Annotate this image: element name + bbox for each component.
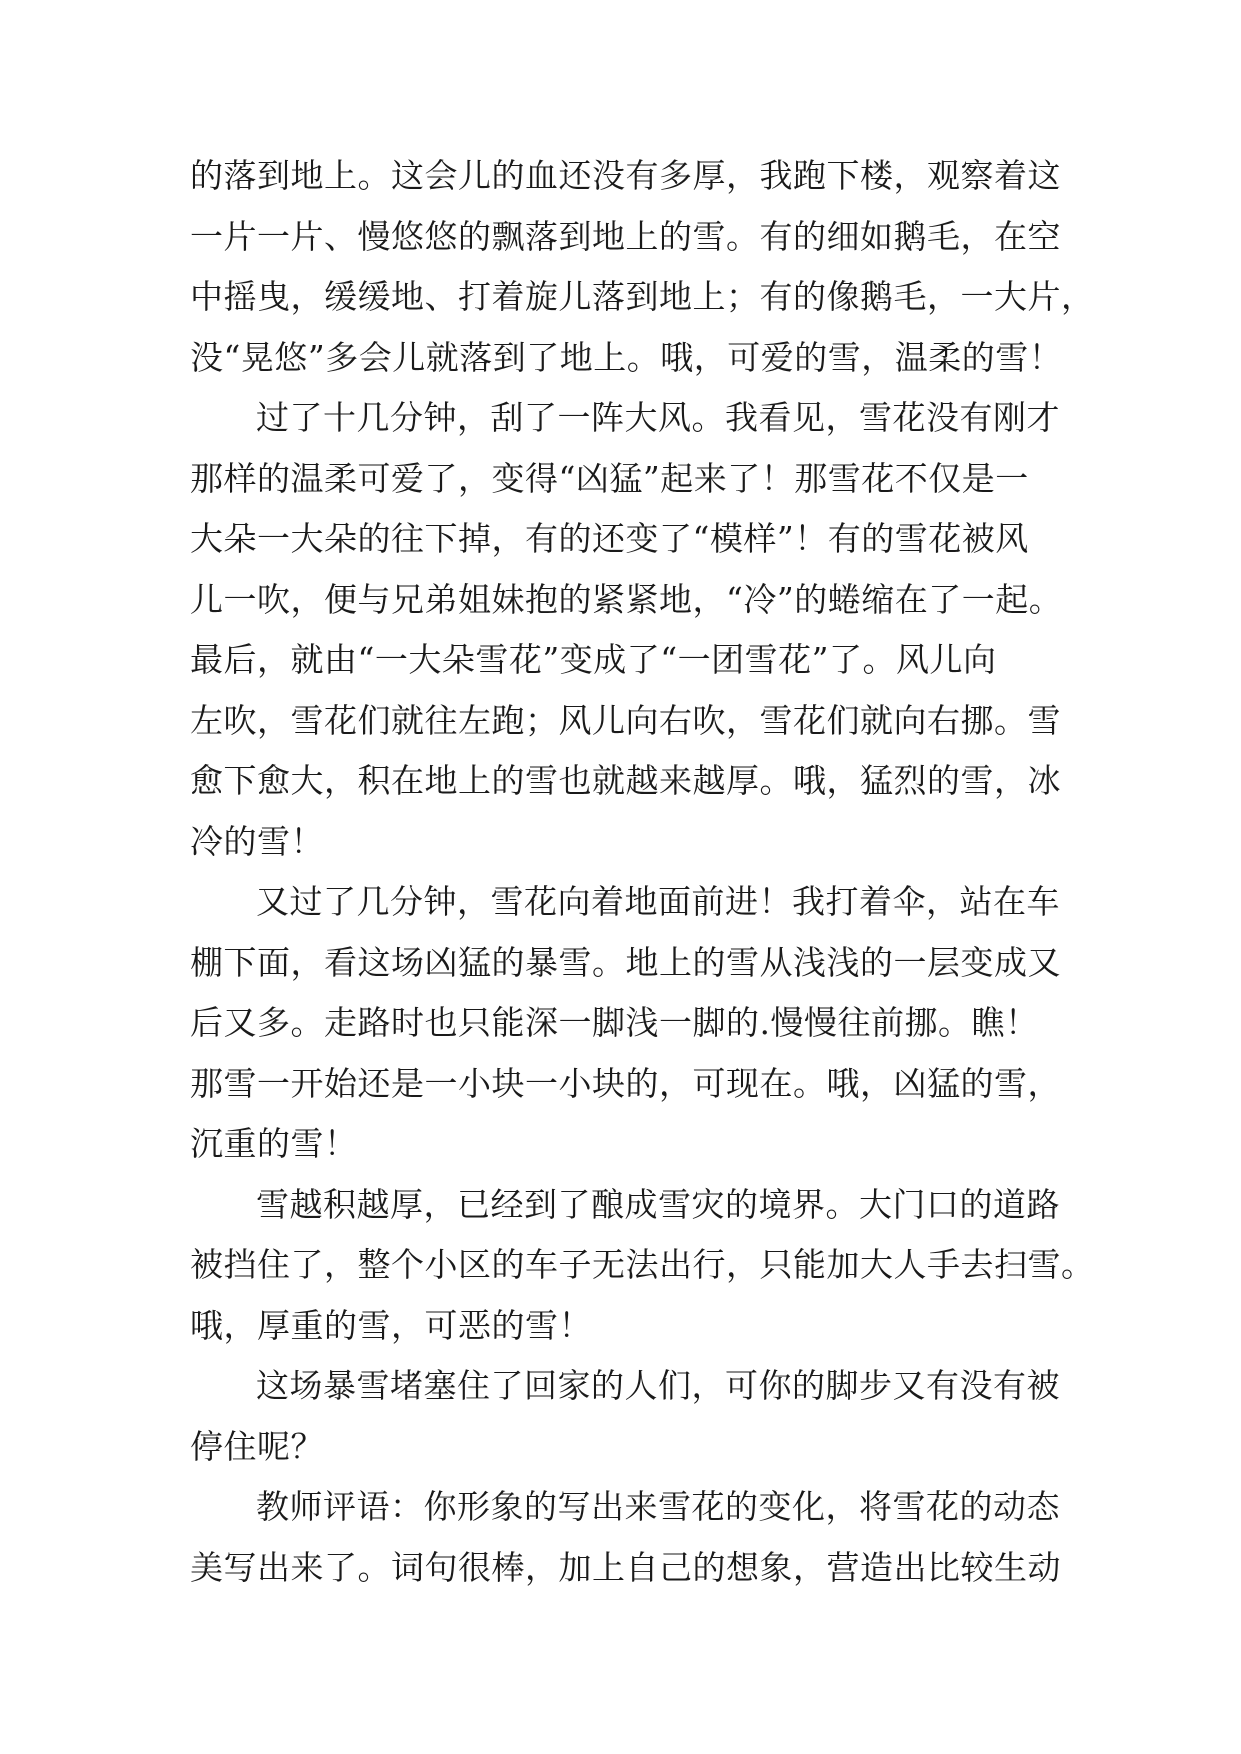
text-line-6: 那样的温柔可爱了，变得“凶猛”起来了！那雪花不仅是一 xyxy=(190,458,1029,498)
text-line-22: 停住呢？ xyxy=(190,1426,324,1466)
text-line-8: 儿一吹，便与兄弟姐妹抱的紧紧地，“冷”的蜷缩在了一起。 xyxy=(190,579,1063,619)
text-line-12: 冷的雪！ xyxy=(190,821,324,861)
text-line-15: 后又多。走路时也只能深一脚浅一脚的.慢慢往前挪。瞧！ xyxy=(190,1003,1039,1042)
text-line-11: 愈下愈大，积在地上的雪也就越来越厚。哦，猛烈的雪，冰 xyxy=(190,761,1061,800)
text-line-7: 大朵一大朵的往下掉，有的还变了“模样”！有的雪花被风 xyxy=(190,519,1029,558)
text-line-2: 一片一片、慢悠悠的飘落到地上的雪。有的细如鹅毛，在空 xyxy=(190,216,1061,256)
text-line-14: 棚下面，看这场凶猛的暴雪。地上的雪从浅浅的一层变成又 xyxy=(190,942,1061,982)
text-line-24: 美写出来了。词句很棒，加上自己的想象，营造出比较生动 xyxy=(190,1547,1061,1587)
text-line-16: 那雪一开始还是一小块一小块的，可现在。哦，凶猛的雪， xyxy=(190,1063,1061,1103)
text-line-20: 哦，厚重的雪，可恶的雪！ xyxy=(190,1305,592,1345)
text-line-18: 雪越积越厚，已经到了酿成雪灾的境界。大门口的道路 xyxy=(256,1184,1060,1224)
text-line-17: 沉重的雪！ xyxy=(190,1124,358,1163)
text-line-19: 被挡住了，整个小区的车子无法出行，只能加大人手去扫雪。 xyxy=(190,1245,1095,1284)
essay-body xyxy=(190,146,1095,1598)
text-line-9: 最后，就由“一大朵雪花”变成了“一团雪花”了。风儿向 xyxy=(190,640,997,679)
text-line-1: 的落到地上。这会儿的血还没有多厚，我跑下楼，观察着这 xyxy=(190,156,1061,195)
text-line-4: 没“晃悠”多会儿就落到了地上。哦，可爱的雪，温柔的雪！ xyxy=(190,337,1063,377)
text-line-23: 教师评语：你形象的写出来雪花的变化，将雪花的动态 xyxy=(256,1487,1060,1526)
text-line-21: 这场暴雪堵塞住了回家的人们，可你的脚步又有没有被 xyxy=(256,1366,1060,1405)
text-line-5: 过了十几分钟，刮了一阵大风。我看见，雪花没有刚才 xyxy=(256,398,1060,437)
text-line-10: 左吹，雪花们就往左跑；风儿向右吹，雪花们就向右挪。雪 xyxy=(190,700,1061,740)
text-line-13: 又过了几分钟，雪花向着地面前进！我打着伞，站在车 xyxy=(256,882,1060,921)
text-line-3: 中摇曳，缓缓地、打着旋儿落到地上；有的像鹅毛，一大片， xyxy=(190,277,1095,316)
